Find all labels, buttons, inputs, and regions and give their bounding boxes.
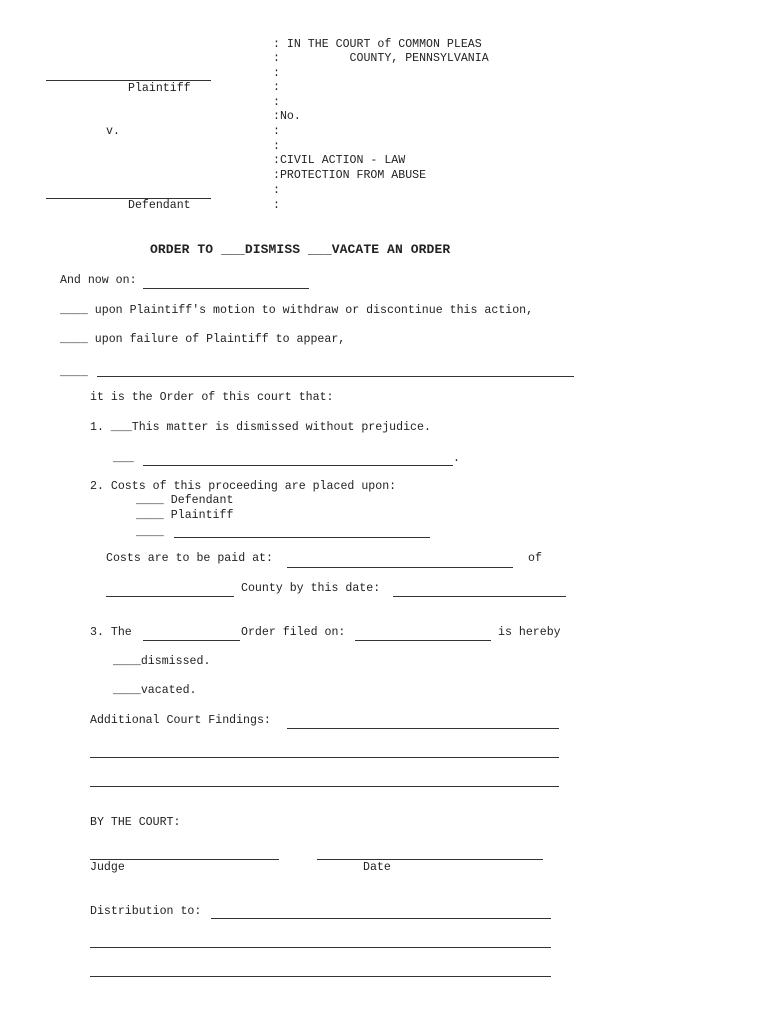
order-title: ORDER TO ___DISMISS ___VACATE AN ORDER [150, 242, 451, 257]
and-now-date-line[interactable] [143, 288, 309, 289]
distribution-line-2[interactable] [90, 947, 551, 948]
plaintiff-name-line[interactable] [46, 80, 211, 81]
item-1-period: . [453, 452, 460, 465]
signature-date-line[interactable] [317, 859, 543, 860]
costs-paid-at-label: Costs are to be paid at: [106, 552, 273, 565]
additional-findings-label: Additional Court Findings: [90, 714, 271, 727]
vacated-option: ____vacated. [113, 684, 197, 697]
judge-signature-line[interactable] [90, 859, 279, 860]
option-failure-to-appear: ____ upon failure of Plaintiff to appear, [60, 333, 346, 346]
defendant-label: Defendant [128, 199, 191, 212]
judge-label: Judge [90, 861, 125, 874]
and-now-label: And now on: [60, 274, 137, 287]
caption-colon: : [273, 140, 280, 153]
costs-other-blank[interactable]: ____ [136, 526, 164, 539]
distribution-label: Distribution to: [90, 905, 202, 918]
versus-label: v. [106, 125, 120, 138]
costs-paid-at-line[interactable] [287, 567, 513, 568]
item-3-filed-date-line[interactable] [355, 640, 491, 641]
item-3-hereby-label: is hereby [498, 626, 561, 639]
option-other-checkbox-blank[interactable]: ____ [60, 366, 88, 379]
additional-findings-line-1[interactable] [287, 728, 559, 729]
item-1-dismiss-without-prejudice: 1. ___This matter is dismissed without prejudice. [90, 421, 431, 434]
of-label: of [528, 552, 542, 565]
county-name-line[interactable] [106, 596, 234, 597]
protection-label: :PROTECTION FROM ABUSE [273, 169, 427, 182]
costs-other-line[interactable] [174, 537, 430, 538]
civil-action-label: :CIVIL ACTION - LAW [273, 154, 406, 167]
distribution-line-3[interactable] [90, 976, 551, 977]
caption-colon: : [273, 67, 280, 80]
date-label: Date [363, 861, 391, 874]
item-3-the-label: 3. The [90, 626, 132, 639]
costs-plaintiff-option: ____ Plaintiff [136, 509, 234, 522]
item-2-costs-heading: 2. Costs of this proceeding are placed upon: [90, 480, 397, 493]
option-other-line[interactable] [97, 376, 574, 377]
additional-findings-line-2[interactable] [90, 757, 559, 758]
distribution-line-1[interactable] [211, 918, 551, 919]
option-withdraw: ____ upon Plaintiff's motion to withdraw or discontinue this action, [60, 304, 534, 317]
caption-colon: : [273, 184, 280, 197]
caption-colon: : [273, 81, 280, 94]
item-1-other-blank[interactable]: ___ [113, 452, 134, 465]
case-number-label: :No. [273, 110, 301, 123]
county-line: : COUNTY, PENNSYLVANIA [273, 52, 489, 65]
order-intro: it is the Order of this court that: [90, 391, 334, 404]
caption-colon: : [273, 125, 280, 138]
item-1-other-line[interactable] [143, 465, 453, 466]
county-by-date-label: County by this date: [241, 582, 381, 595]
additional-findings-line-3[interactable] [90, 786, 559, 787]
caption-colon: : [273, 199, 280, 212]
costs-defendant-option: ____ Defendant [136, 494, 234, 507]
court-name-line: : IN THE COURT of COMMON PLEAS [273, 38, 482, 51]
payment-date-line[interactable] [393, 596, 566, 597]
item-3-order-filed-label: Order filed on: [241, 626, 346, 639]
dismissed-option: ____dismissed. [113, 655, 211, 668]
plaintiff-label: Plaintiff [128, 82, 191, 95]
caption-colon: : [273, 96, 280, 109]
item-3-order-type-line[interactable] [143, 640, 240, 641]
by-the-court-label: BY THE COURT: [90, 816, 181, 829]
